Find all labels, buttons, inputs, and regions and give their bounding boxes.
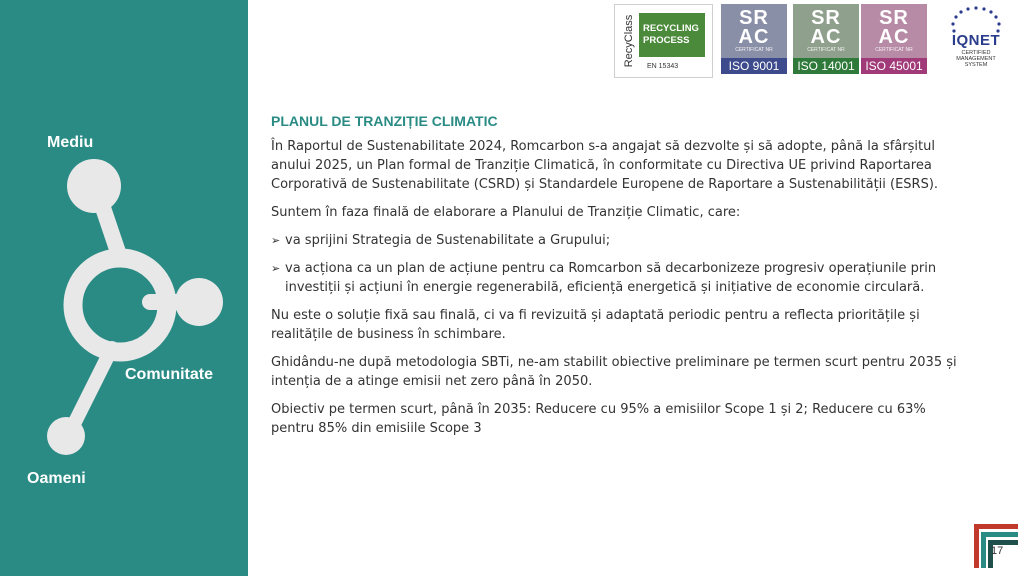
recyclass-brand: RecyClass (623, 14, 635, 68)
iqnet-logo (934, 4, 1018, 76)
iso-label: ISO 14001 (793, 58, 859, 74)
connector-bottom (72, 348, 112, 428)
recyclass-line2: PROCESS (643, 35, 690, 46)
srac-text: SR (811, 7, 841, 29)
iso-label: ISO 9001 (721, 58, 787, 74)
main-content (271, 112, 961, 447)
paragraph-intro: În Raportul de Sustenabilitate 2024, Romcarbon s-a angajat să dezvolte și să adopte, până la sfârșitul anului 2025, un Plan formal de Tranziție Climatică, în conformitate cu Directiva UE privind Raportarea Corporativă de Sustenabilitate (CSRD) și Standardele Europene de Raportare a Sustenabilității (ESRS). (271, 139, 939, 192)
sidebar (0, 0, 248, 576)
iqnet-subtitle (940, 50, 1012, 68)
srac-text: AC (810, 26, 842, 48)
label-oameni: Oameni (27, 470, 86, 487)
paragraph-revision: Nu este o soluție fixă sau finală, ci va fi revizuită și adaptată periodic pentru a reflecta prioritățile și realitățile de business în schimbare. (271, 308, 920, 342)
srac-iso14001-logo (793, 4, 859, 74)
srac-text: AC (738, 26, 770, 48)
srac-text: SR (879, 7, 909, 29)
node-diagram (0, 0, 248, 576)
recyclass-logo (614, 4, 713, 78)
arrow-bullet-icon: ➢ (271, 234, 281, 247)
srac-iso45001-logo (861, 4, 927, 74)
bullet-text: va acționa ca un plan de acțiune pentru ca Romcarbon să decarbonizeze progresiv operațiunile prin investiții și acțiuni în energie regenerabilă, eficiență energetică și inițiative de economie circulară. (285, 261, 937, 295)
recyclass-badge (639, 13, 705, 57)
node-mediu (67, 159, 121, 213)
srac-sub: CERTIFICAT NR (875, 47, 913, 53)
srac-text: SR (739, 7, 769, 29)
iso-label: ISO 45001 (861, 58, 927, 74)
page-number: 17 (991, 545, 1004, 557)
bullet-item (271, 259, 961, 297)
iqnet-sub-line: MANAGEMENT (956, 56, 996, 62)
paragraph-lead: Suntem în faza finală de elaborare a Planului de Tranziție Climatic, care: (271, 205, 741, 220)
paragraph-target: Obiectiv pe termen scurt, până în 2035: Reducere cu 95% a emisiilor Scope 1 și 2; Reducere cu 63% pentru 85% din emisiile Scope 3 (271, 402, 926, 436)
iqnet-sub-line: CERTIFIED (961, 50, 991, 56)
recyclass-standard: EN 15343 (647, 63, 679, 70)
label-mediu: Mediu (47, 134, 94, 151)
arrow-bullet-icon: ➢ (271, 262, 281, 275)
srac-sub: CERTIFICAT NR (807, 47, 845, 53)
bullet-text: va sprijini Strategia de Sustenabilitate a Grupului; (285, 233, 611, 248)
section-title: PLANUL DE TRANZIȚIE CLIMATIC (271, 113, 498, 129)
node-oameni (47, 417, 85, 455)
paragraph-sbti: Ghidându-ne după metodologia SBTi, ne-am stabilit obiective preliminare pe termen scurt pentru 2035 și intenția de a atinge emisii net zero până în 2050. (271, 355, 957, 389)
node-right (175, 278, 223, 326)
srac-iso9001-logo (721, 4, 787, 74)
label-comunitate: Comunitate (125, 366, 213, 383)
bullet-item (271, 231, 961, 250)
srac-text: AC (878, 26, 910, 48)
recyclass-line1: RECYCLING (643, 23, 699, 34)
iqnet-sub-line: SYSTEM (964, 62, 988, 68)
srac-sub: CERTIFICAT NR (735, 47, 773, 53)
iqnet-name: IQNET (951, 32, 1001, 49)
